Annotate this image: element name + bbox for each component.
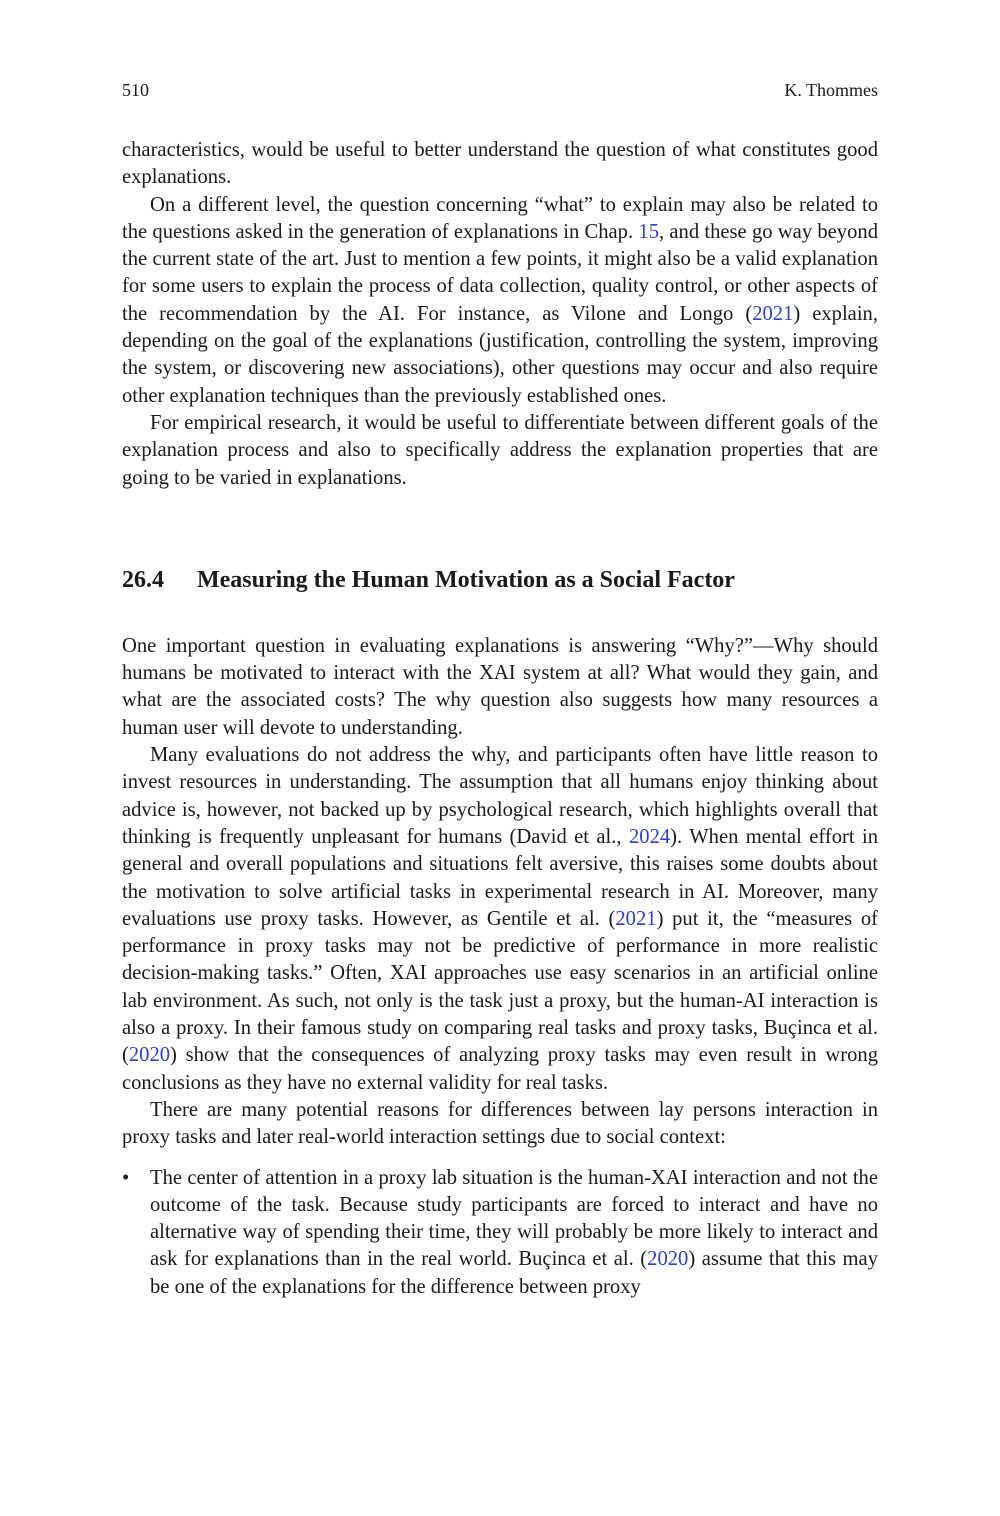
paragraph bbox=[122, 192, 878, 410]
paragraphs-before bbox=[122, 137, 878, 492]
section-number: 26.4 bbox=[122, 566, 164, 593]
bullet-icon: • bbox=[122, 1166, 130, 1189]
paragraph bbox=[122, 633, 878, 742]
paragraph bbox=[122, 1097, 878, 1152]
running-author: K. Thommes bbox=[784, 80, 878, 100]
citation-link[interactable]: 2021 bbox=[615, 907, 657, 930]
citation-link[interactable]: 15 bbox=[638, 220, 659, 243]
text-segment: ) explain, depending on the goal of the explanations (justification, controlling the system, improving the system, or discovering new associations), other questions may occur and also require other explanation techniques than the previously established ones. bbox=[122, 302, 878, 407]
citation-link[interactable]: 2020 bbox=[647, 1248, 689, 1271]
text-segment: There are many potential reasons for differences between lay persons interaction in proxy tasks and later real-world interaction settings due to social context: bbox=[122, 1098, 878, 1149]
text-segment: The center of attention in a proxy lab situation is the human-XAI interaction and not the outcome of the task. Because study participants are forced to interact and have no alternative way of spending their time, they will probably be more likely to interact and ask for explanations than in the real world. Buçinca et al. ( bbox=[150, 1166, 878, 1271]
page-body bbox=[122, 137, 878, 1301]
text-segment: characteristics, would be useful to better understand the question of what constitutes good explanations. bbox=[122, 139, 878, 189]
text-segment: One important question in evaluating explanations is answering “Why?”—Why should humans be motivated to interact with the XAI system at all? What would they gain, and what are the associated costs? The why question also suggests how many resources a human user will devote to understanding. bbox=[122, 634, 878, 739]
paragraph bbox=[122, 410, 878, 492]
text-segment: , and these go way beyond the current state of the art. Just to mention a few points, it might also be a valid explanation for some users to explain the process of data collection, quality control, or other aspects of the recommendation by the AI. For instance, as Vilone and Longo ( bbox=[122, 220, 878, 325]
citation-link[interactable]: 2021 bbox=[752, 302, 794, 325]
text-segment: Many evaluations do not address the why, and participants often have little reason to invest resources in understanding. The assumption that all humans enjoy thinking about advice is, however, not backed up by psychological research, which highlights overall that thinking is frequently unpleasant for humans (David et al., bbox=[122, 744, 878, 848]
text-segment: On a different level, the question concerning “what” to explain may also be related to the questions asked in the generation of explanations in Chap. bbox=[122, 193, 878, 243]
page-number: 510 bbox=[122, 80, 149, 100]
text-segment: ) assume that this may be one of the explanations for the difference between proxy bbox=[150, 1248, 878, 1298]
text-segment: ) show that the consequences of analyzing proxy tasks may even result in wrong conclusions as they have no external validity for real tasks. bbox=[122, 1044, 878, 1094]
running-header bbox=[122, 80, 878, 101]
paragraphs-after bbox=[122, 633, 878, 1152]
text-segment: ) put it, the “measures of performance in proxy tasks may not be predictive of performance in more realistic decision-making tasks.” Often, XAI approaches use easy scenarios in an artificial online lab environment. As such, not only is the task just a proxy, but the human-AI interaction is also a proxy. In their famous study on comparing real tasks and proxy tasks, Buçinca et al. ( bbox=[122, 907, 878, 1067]
text-segment: ). When mental effort in general and overall populations and situations felt aversive, this raises some doubts about the motivation to solve artificial tasks in experimental research in AI. Moreover, many evaluations use proxy tasks. However, as Gentile et al. ( bbox=[122, 825, 878, 930]
section-title: Measuring the Human Motivation as a Social Factor bbox=[197, 566, 735, 593]
citation-link[interactable]: 2024 bbox=[628, 825, 671, 848]
citation-link[interactable]: 2020 bbox=[128, 1044, 171, 1067]
section-heading bbox=[122, 565, 878, 595]
paragraph bbox=[122, 137, 878, 192]
text-segment: For empirical research, it would be useful to differentiate between different goals of the explanation process and also to specifically address the explanation properties that are going to be varied in explanations. bbox=[122, 411, 878, 489]
bullet-list bbox=[122, 1165, 878, 1301]
paragraph bbox=[122, 742, 878, 1097]
bullet-item bbox=[122, 1165, 878, 1301]
